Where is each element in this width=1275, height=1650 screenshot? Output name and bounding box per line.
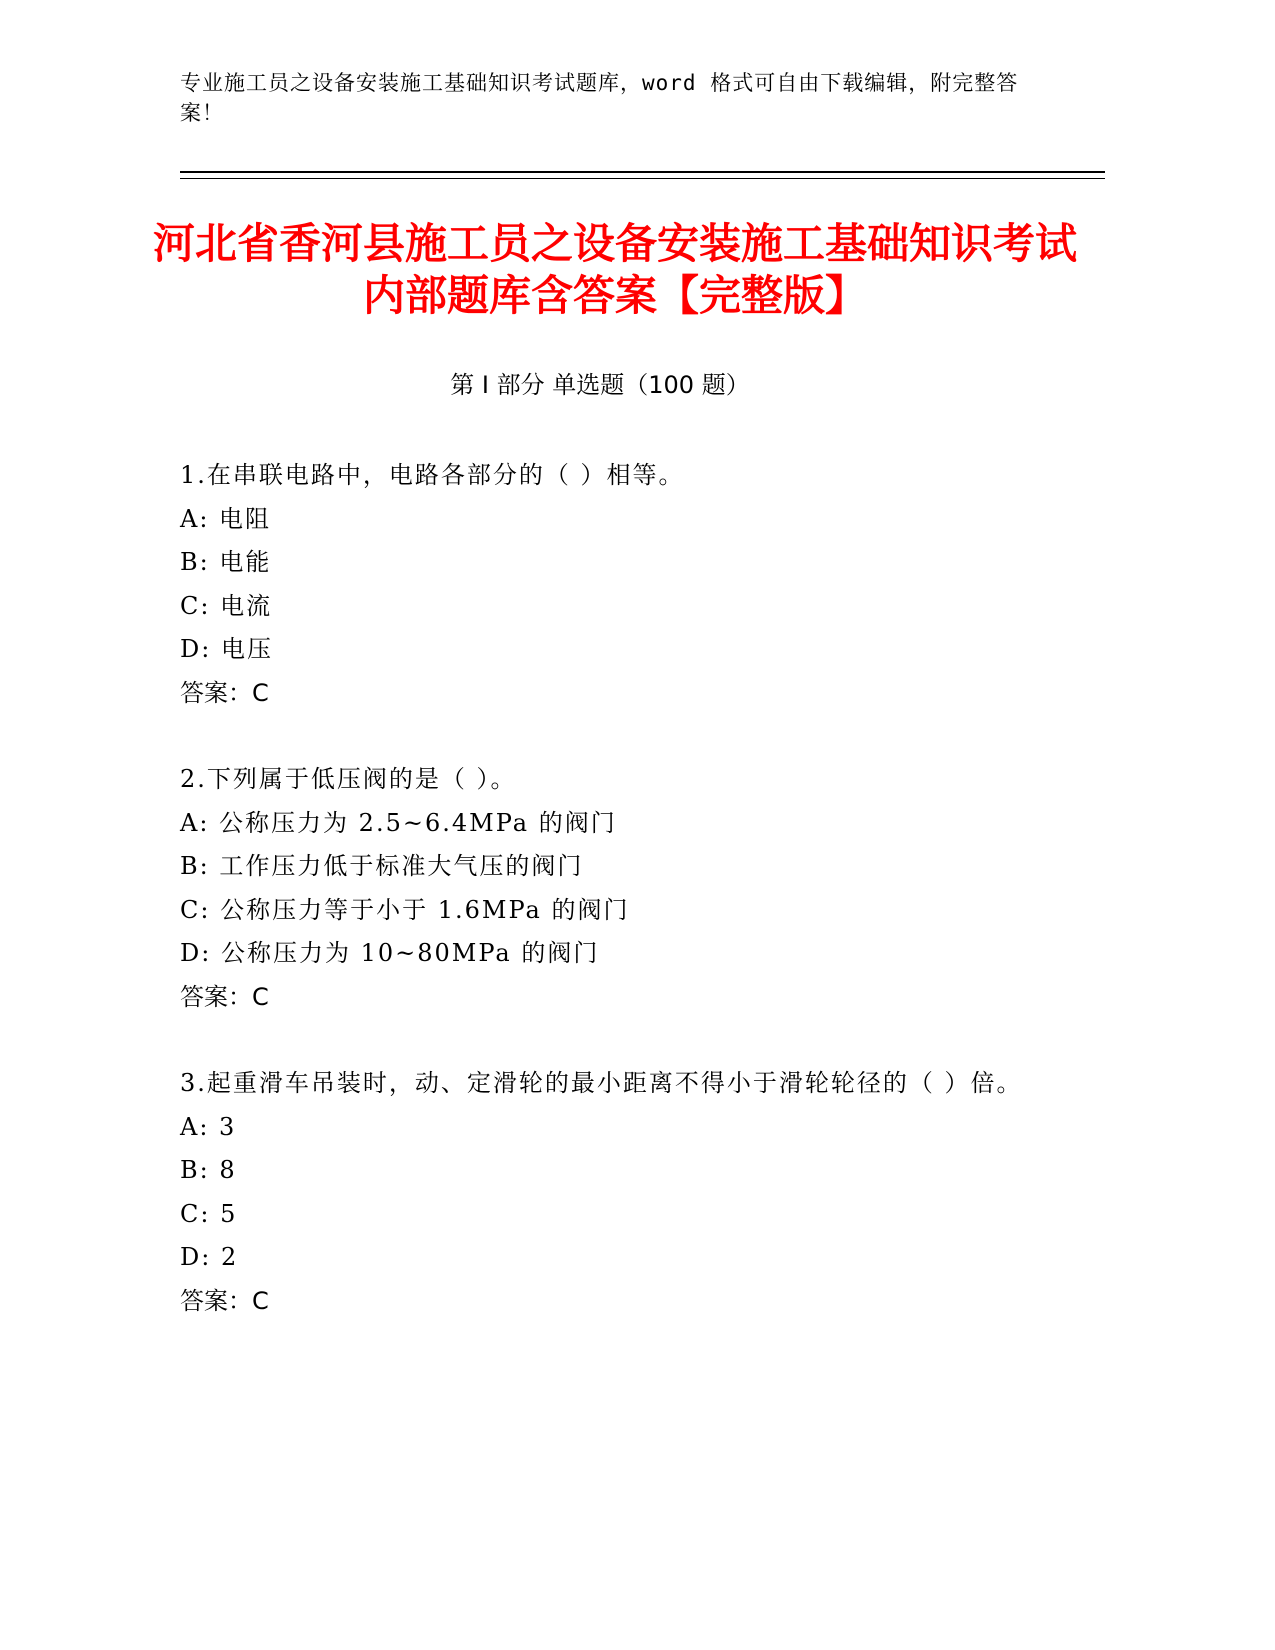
question-list [180,454,1030,1366]
option-b: B: 电能 [180,548,272,576]
answer-line: 答案：C [180,1286,269,1315]
option-a: A: 电阻 [180,504,272,533]
answer-line: 答案：C [180,678,269,707]
option-c: C: 5 [180,1199,238,1228]
option-d: D: 电压 [180,635,273,663]
option-c: C: 公称压力等于小于 1.6MPa 的阀门 [180,895,630,924]
section-heading: 第 I 部分 单选题（100 题） [450,371,750,399]
header-divider-thick [180,171,1105,173]
answer-line: 答案：C [180,982,269,1011]
option-d: D: 公称压力为 10~80MPa 的阀门 [180,939,600,967]
question-item [180,1062,1030,1323]
option-b: B: 8 [180,1156,237,1184]
option-a: A: 3 [180,1112,237,1141]
question-stem: 3.起重滑车吊装时，动、定滑轮的最小距离不得小于滑轮轮径的（ ）倍。 [180,1069,1023,1097]
question-item [180,758,1030,1019]
question-stem: 1.在串联电路中，电路各部分的（ ）相等。 [180,461,685,489]
option-a: A: 公称压力为 2.5~6.4MPa 的阀门 [180,808,617,837]
question-item [180,454,1030,715]
question-stem: 2.下列属于低压阀的是（ ）。 [180,765,517,793]
header-divider-thin [180,178,1105,179]
option-b: B: 工作压力低于标准大气压的阀门 [180,852,584,880]
header-note: 专业施工员之设备安装施工基础知识考试题库，word 格式可自由下载编辑，附完整答案！ [180,71,1019,125]
document-title: 河北省香河县施工员之设备安装施工基础知识考试内部题库含答案【完整版】 [152,219,1077,320]
option-d: D: 2 [180,1243,239,1271]
option-c: C: 电流 [180,591,273,620]
